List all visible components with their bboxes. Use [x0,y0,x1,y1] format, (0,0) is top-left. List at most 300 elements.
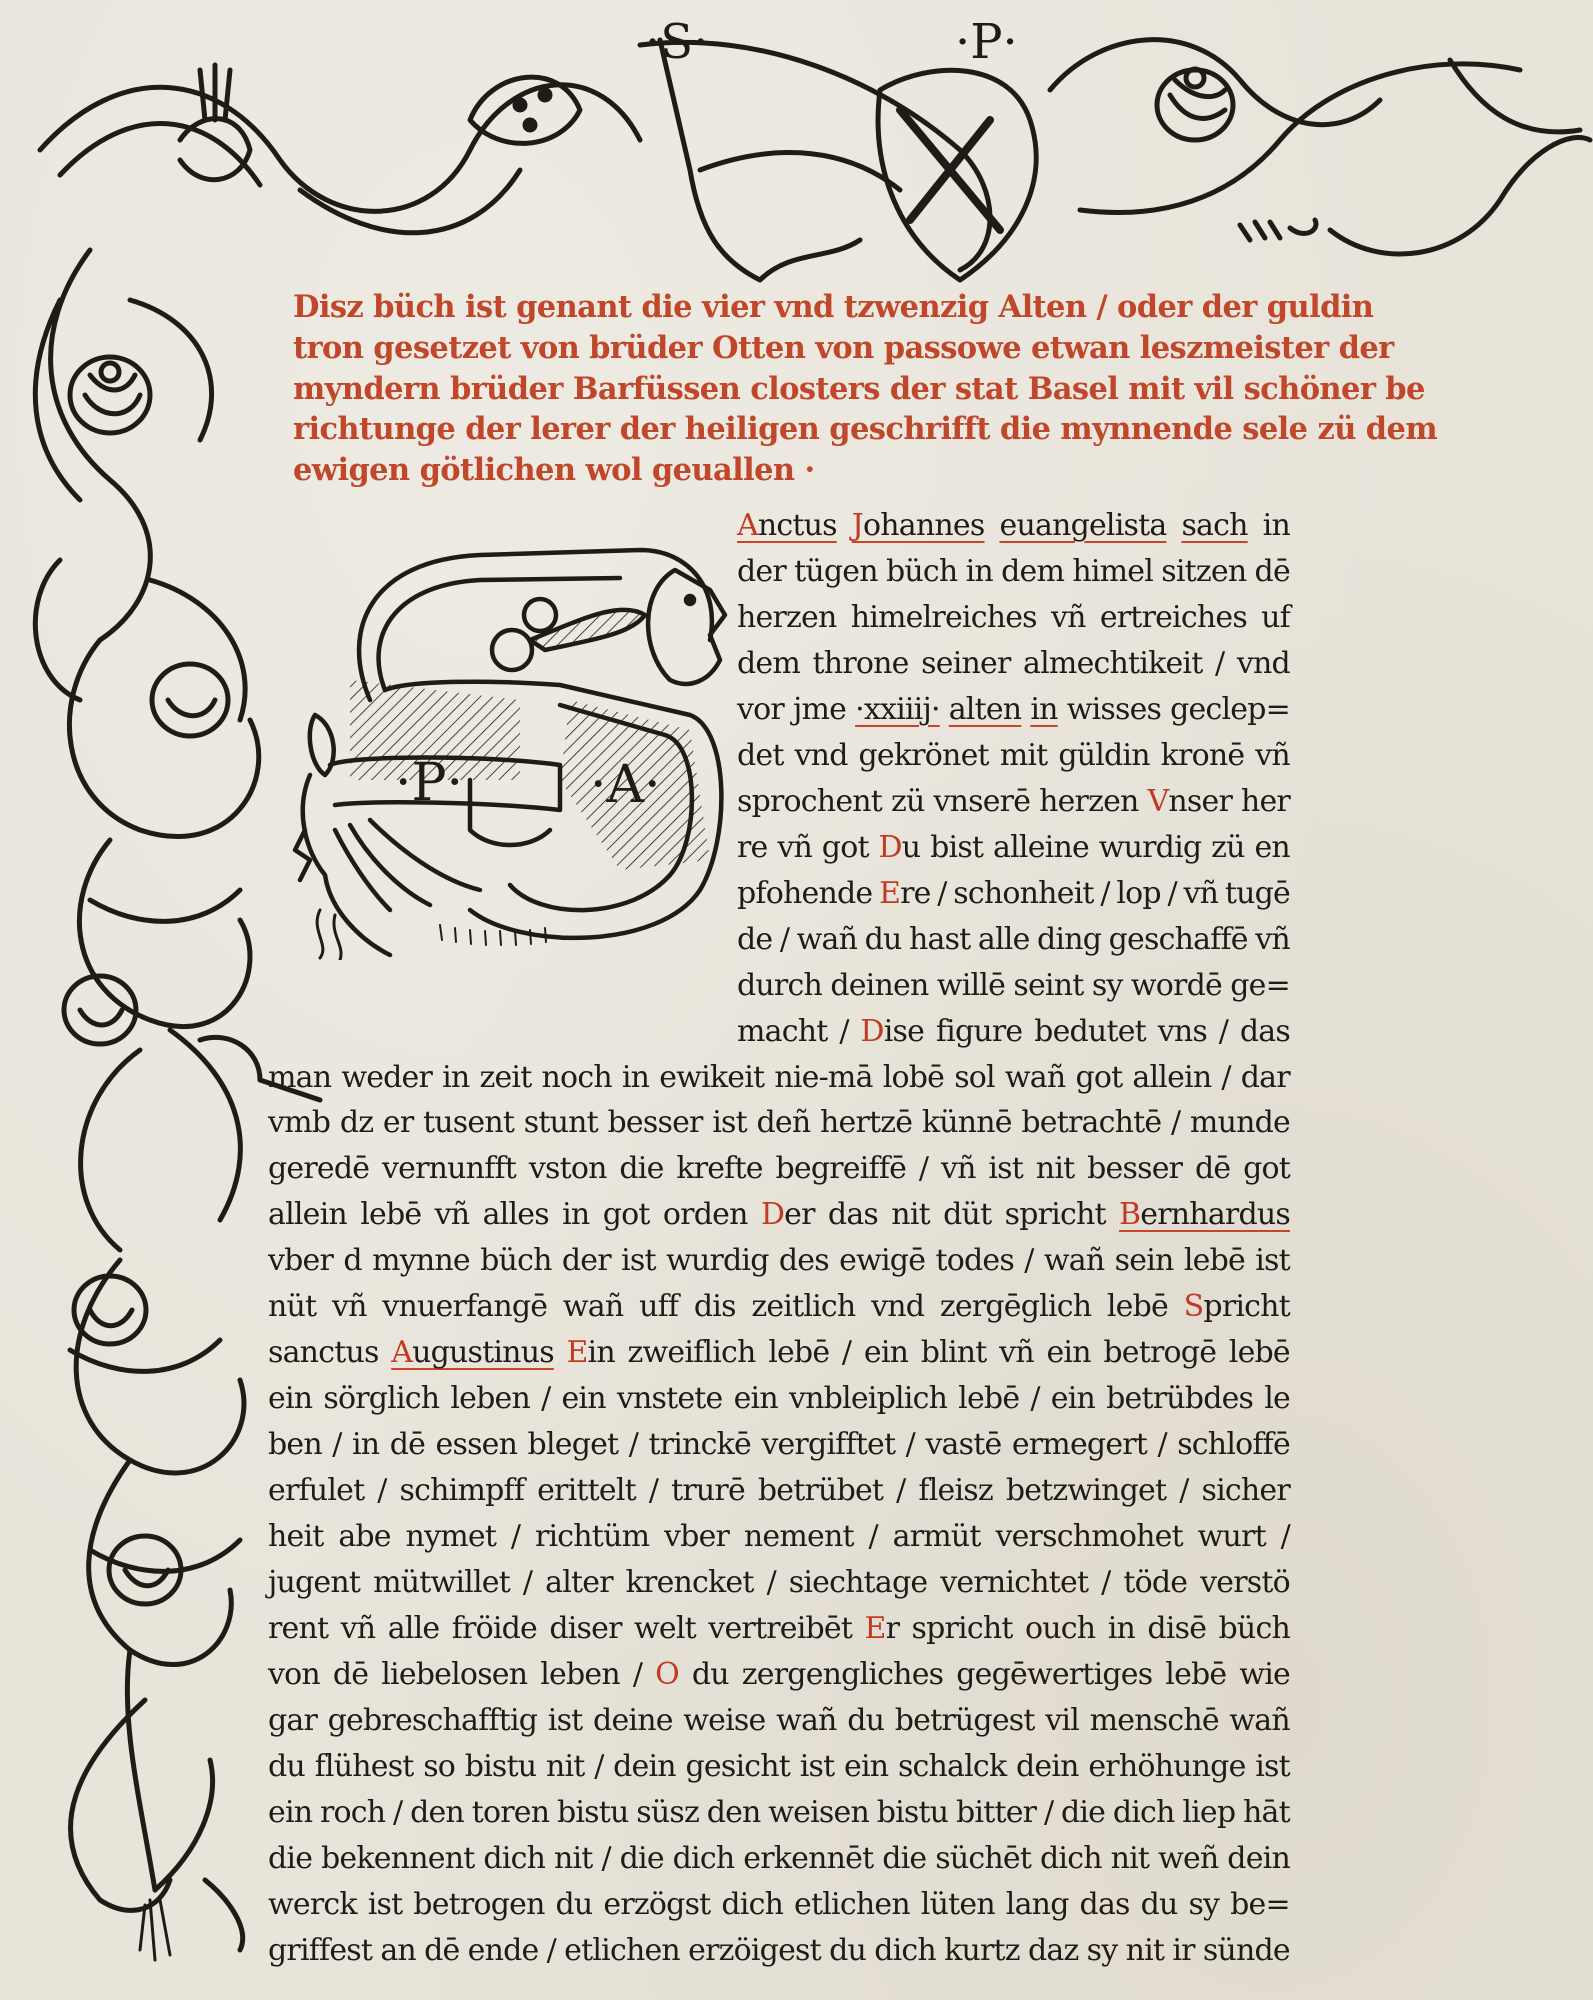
word: schloffē [1177,1427,1290,1463]
word: du [847,1702,885,1738]
word: vñ [940,1151,976,1187]
word: noch [541,1059,612,1095]
word: jugent [268,1565,361,1601]
word: deinen [830,967,929,1003]
word: durch [737,967,822,1003]
word: sprochent [737,783,883,819]
word: nement [743,1519,854,1555]
word: vernichtet [940,1565,1089,1601]
word: siechtage [788,1565,928,1601]
word: / [1218,1013,1229,1049]
text-line [268,1560,1290,1606]
rubricated-capital: E [566,1335,588,1371]
word: jme [792,691,847,727]
word: / [896,1473,906,1509]
word: nit [545,1748,585,1784]
word: in [1107,1611,1136,1647]
word: herzen [1039,783,1139,819]
word: roch [320,1794,386,1830]
word: euangelista [999,508,1167,543]
word: nie-mā [774,1059,873,1095]
word: dich [672,1840,735,1876]
word: wordē [1130,967,1222,1003]
word: vor [737,691,784,727]
text-line [268,1606,1290,1652]
word: wie [1239,1657,1290,1692]
word: / [1179,1473,1189,1509]
word: seiner [921,645,1011,681]
word: de [737,921,773,957]
text-line [268,1468,1290,1514]
word: wurdig [666,1243,769,1279]
word: vñ [999,1335,1034,1371]
word: ding [1037,921,1102,957]
word: an [380,1932,416,1968]
word: vñ [1050,599,1086,635]
word: / [1170,1105,1181,1141]
word: sitzen [1161,553,1247,589]
word: hāt [1242,1794,1290,1830]
word: geschaffē [1108,921,1248,957]
word: des [778,1243,829,1279]
rubric-line: ewigen götlichen wol geuallen · [293,452,815,489]
word: ein [733,1381,778,1417]
text-line [737,1009,1290,1055]
word: nit [553,1840,593,1876]
word: / [905,1427,915,1463]
word: erittelt [537,1473,636,1509]
word: gesicht [685,1748,791,1784]
word: vil [1045,1702,1079,1738]
word: fröide [451,1611,537,1647]
word: diser [549,1611,622,1647]
word: zergēglich [939,1289,1092,1325]
word: ist [547,1702,583,1738]
word: ein [1046,1335,1091,1371]
word: Anctus [737,508,837,543]
word: disē [1147,1611,1207,1647]
text-line [737,871,1290,917]
rubricated-capital: A [737,508,758,543]
word: wañ [1004,1059,1066,1095]
word: erfulet [268,1473,365,1509]
word: in [352,1427,380,1463]
word: vergifftet [761,1427,896,1463]
word: erkennēt [743,1840,874,1876]
word: dis [693,1289,736,1325]
word: got [1075,1059,1123,1095]
word: flühest [314,1748,414,1784]
word: sein [1114,1243,1174,1279]
word: / [1280,1519,1290,1555]
word: vñ [1183,875,1219,911]
word: weñ [1158,1840,1219,1876]
word: / [377,1473,387,1509]
word: det [737,737,784,773]
text-line [737,503,1290,549]
word: vñ [434,1197,470,1233]
word: / [1167,875,1177,911]
rubric-line: richtunge der lerer der heiligen geschrifft die mynnende sele zü dem [293,411,1438,448]
word: krencket [625,1565,754,1601]
word: rent [268,1611,329,1647]
word: spricht [911,1611,1013,1647]
word: nymet [405,1519,497,1555]
text-line [737,733,1290,779]
word: / [393,1794,403,1830]
word: seint [1013,967,1084,1003]
word: Dise [860,1013,925,1049]
word: du [691,1657,729,1692]
word: / [1221,1059,1231,1095]
word: sy [1091,967,1123,1003]
word: zeitlich [751,1289,856,1325]
word: so [423,1748,456,1784]
word: lobē [882,1059,945,1095]
word: weder [341,1059,433,1095]
word: ein [268,1794,313,1830]
word: figure [935,1013,1023,1049]
word: du [829,1932,867,1968]
word: / [918,1151,929,1187]
word: vernunfft [381,1151,517,1187]
word: Ein [566,1335,615,1371]
word: almechtikeit [1023,645,1203,681]
word: vñ [340,1611,376,1647]
word: wurdig [1098,829,1202,865]
word: / [1043,1794,1054,1830]
word: vnbleiplich [788,1381,948,1417]
word: munde [1189,1105,1290,1141]
word: / [766,1565,776,1601]
word: erzögst [603,1886,711,1922]
word: lop [1116,875,1161,911]
word: der [737,553,786,589]
word: ist [712,1105,747,1141]
word: gegēwertiges [956,1657,1153,1692]
text-line [737,963,1290,1009]
word: die [268,1840,313,1876]
word: deine [593,1702,673,1738]
word: lebē [1165,1657,1227,1692]
word: vns [1157,1013,1207,1049]
decorated-initial-s [290,530,730,960]
word: mütwillet [373,1565,510,1601]
text-line [268,1744,1290,1790]
word: wisses [1066,691,1162,727]
rubricated-capital: D [860,1013,884,1049]
word: in [562,1197,590,1233]
word: alten [948,691,1022,727]
word: vnstete [616,1381,723,1417]
word: allein [1132,1059,1212,1095]
word: in [1262,508,1290,543]
word: sol [954,1059,995,1095]
word: ist [1255,1748,1290,1784]
rubricated-capital: O [655,1657,679,1692]
word: Johannes [851,508,985,543]
word: der [561,1243,611,1279]
word: schonheit [953,875,1094,911]
word: betrübet [757,1473,884,1509]
word: ouch [1025,1611,1096,1647]
word: dz [339,1105,374,1141]
text-line [268,1284,1290,1330]
word: in [621,1059,650,1095]
word: ein [1050,1381,1096,1417]
word: vnd [1236,645,1290,681]
word: zergengliches [741,1657,944,1692]
word: wañ [1043,1243,1105,1279]
word: sicher [1201,1473,1290,1509]
word: / [1215,645,1225,681]
rubric-line: tron gesetzet von brüder Otten von passowe etwan leszmeister der [293,329,1394,366]
word: in [1030,691,1058,727]
word: / [839,1013,849,1049]
word: ge= [1230,967,1290,1003]
word: lebē [768,1335,830,1371]
word: gebreschafftig [327,1702,538,1738]
word: Ere [879,875,931,911]
word: got [602,1197,650,1233]
word: dein [1015,1748,1079,1784]
text-line [737,595,1290,641]
word: / [632,1657,643,1692]
word: krefte [676,1151,763,1187]
word: macht [737,1013,828,1049]
word: das [1079,1886,1130,1922]
word: den [706,1794,761,1830]
word: verstö [1200,1565,1290,1601]
word: dich [721,1886,784,1922]
rubricated-capital: D [878,829,902,865]
word: sünde [1202,1932,1290,1968]
word: sy [1188,1886,1220,1922]
word: dē [424,1932,460,1968]
word: schimpff [399,1473,525,1509]
word: besser [607,1105,703,1141]
word: ermegert [1011,1427,1148,1463]
word: süchēt [935,1840,1032,1876]
word: vñ [777,829,812,865]
word: lebē [958,1381,1020,1417]
word: vber [664,1519,730,1555]
word: en [1254,829,1290,865]
word: vnd [871,1289,925,1325]
word: büch [480,1243,552,1279]
word: gekrönet [858,737,989,773]
word: / [510,1519,521,1555]
word: du [555,1886,593,1922]
text-line [737,641,1290,687]
word: willē [936,967,1006,1003]
word: etlichen [794,1886,910,1922]
word: ir [1172,1932,1195,1968]
word: weise [683,1702,766,1738]
word: werck [268,1886,357,1922]
word: allein [268,1197,347,1233]
word: toren [471,1794,550,1830]
word: dē [1194,1151,1231,1187]
word: Der [760,1197,815,1233]
word: in [965,553,993,589]
word: vastē [925,1427,1002,1463]
word: himelreiches [850,599,1037,635]
word: vmb [268,1105,331,1141]
word: vnd [794,737,848,773]
word: den [410,1794,464,1830]
word: re [737,829,768,865]
word: essen [435,1427,518,1463]
word: lüten [920,1886,995,1922]
word: dich [1040,1840,1102,1876]
word: Vnser [1147,783,1232,819]
word: / [541,1381,551,1417]
word: besser [1087,1151,1183,1187]
word: wurt [1197,1519,1266,1555]
word: das [1239,1013,1290,1049]
word: du [268,1748,305,1784]
word: / [779,921,790,957]
word: güldin [1058,737,1150,773]
word: Bernhardus [1119,1197,1290,1233]
word: kronē [1160,737,1245,773]
word: wañ [796,921,858,957]
word: gar [268,1702,318,1738]
word: von [268,1657,320,1692]
word: be= [1230,1886,1290,1922]
word: bekennent [321,1840,475,1876]
rubric-line: Disz büch ist genant die vier vnd tzwenzig Alten / oder der guldin [293,289,1374,325]
word: wañ [776,1702,837,1738]
word: bleget [527,1427,619,1463]
word: / [601,1840,611,1876]
word: dem [1001,553,1065,589]
word: ein [844,1748,889,1784]
border-letter-s: ·S· [645,14,709,70]
word: / [868,1519,878,1555]
word: got [1243,1151,1290,1187]
word: betrogen [413,1886,545,1922]
word: vertreibēt [708,1611,853,1647]
word: erhöhunge [1088,1748,1246,1784]
word: welt [634,1611,696,1647]
word: alle [977,921,1030,957]
word: Augustinus [391,1335,554,1371]
text-line [268,1698,1290,1744]
word: dich [1112,1794,1175,1830]
rubricated-capital: D [760,1197,785,1233]
word: ein [561,1381,606,1417]
word: ist [799,1748,835,1784]
text-line [268,1882,1290,1928]
text-line [268,1238,1290,1284]
word: erzöigest [688,1932,821,1968]
word: das [827,1197,879,1233]
word: wañ [1229,1702,1290,1738]
word: lebē [1183,1243,1245,1279]
word: uff [639,1289,679,1325]
text-line [268,1100,1290,1146]
word: dich [874,1932,936,1968]
word: leben [540,1657,620,1692]
word: er [382,1105,414,1141]
word: himel [1072,553,1154,589]
word: dein [1227,1840,1290,1876]
word: blint [920,1335,987,1371]
word: betrügest [894,1702,1035,1738]
rubricated-capital: A [391,1335,413,1371]
word: geclep= [1170,691,1290,727]
word: abe [338,1519,391,1555]
text-line [268,1192,1290,1238]
word: trurē [671,1473,745,1509]
word: alles [482,1197,549,1233]
initial-banner-letter-a: ·A· [590,755,661,815]
word: sanctus [268,1335,379,1371]
word: ertreiches [1099,599,1247,635]
word: sy [1086,1932,1118,1968]
word: ben [268,1427,322,1463]
word: dē [332,1657,369,1692]
word: zü [1211,829,1245,865]
word: verschmohet [995,1519,1183,1555]
word: spricht [1004,1197,1106,1233]
border-letter-p: ·P· [955,14,1018,70]
text-line [268,1055,1290,1101]
word: vñ [331,1289,367,1325]
word: richtüm [534,1519,650,1555]
word: tugē [1224,875,1290,911]
text-line [268,1836,1290,1882]
word: / [546,1932,556,1968]
word: / [594,1748,604,1784]
word: mynne [372,1243,470,1279]
text-line [268,1514,1290,1560]
word: vnserē [933,783,1031,819]
word: heit [268,1519,324,1555]
word: griffest [268,1932,373,1968]
word: throne [812,645,909,681]
word: lebē [360,1197,422,1233]
word: hertzē [819,1105,913,1141]
word: süsz [636,1794,699,1830]
word: vnuerfangē [382,1289,548,1325]
word: d [343,1243,362,1279]
word: lebē [1228,1335,1290,1371]
word: ·xxiiij· [855,691,940,727]
text-line [737,549,1290,595]
rubricated-capital: B [1119,1197,1141,1233]
word: betzwinget [1005,1473,1167,1509]
text-line [268,1652,1290,1698]
word: zeit [479,1059,532,1095]
word: herzen [737,599,837,635]
word: / [1157,1427,1167,1463]
word: die [619,1151,664,1187]
text-line [737,779,1290,825]
rubric-heading [293,287,1438,491]
text-line [268,1146,1290,1192]
word: nüt [268,1289,317,1325]
word: alle [387,1611,440,1647]
word: pfohende [737,875,873,911]
word [655,1652,679,1698]
rubricated-capital: E [864,1611,886,1647]
word: ist [988,1151,1024,1187]
word: / [937,875,947,911]
word: die [882,1840,927,1876]
